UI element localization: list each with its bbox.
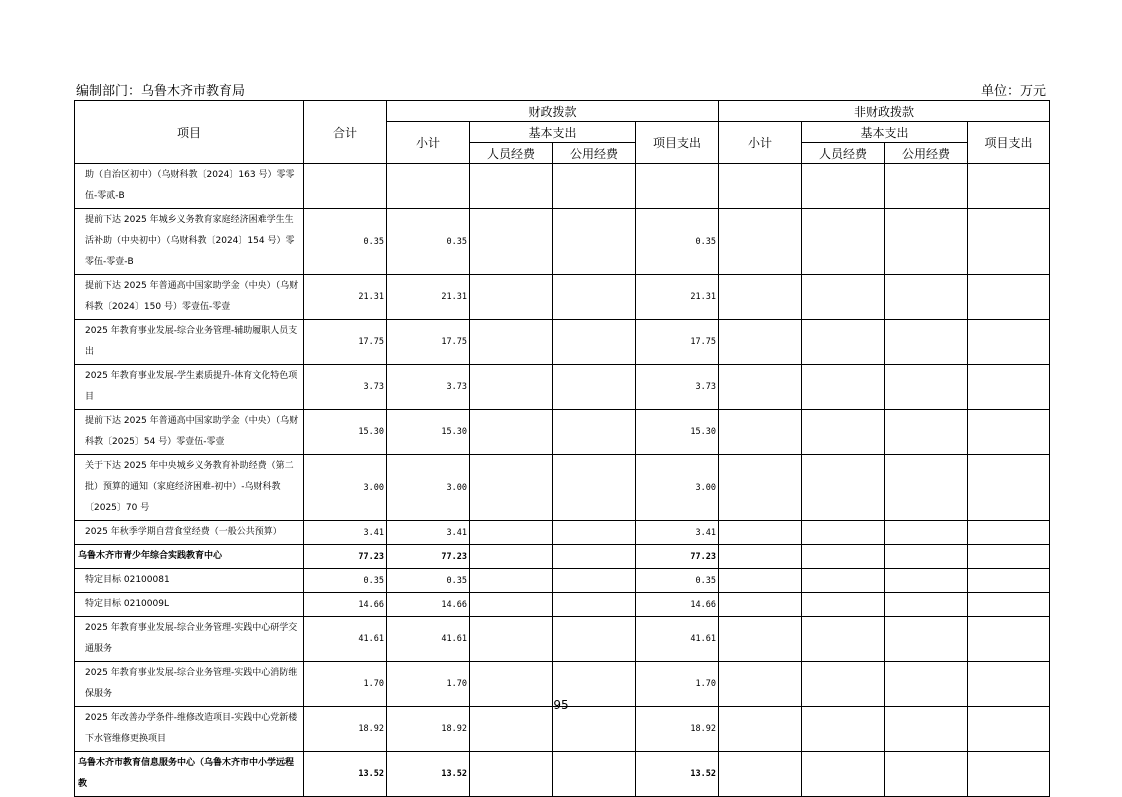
row-fiscal-personnel	[470, 593, 553, 617]
col-fiscal-personnel: 人员经费	[470, 143, 553, 164]
department-label: 编制部门：乌鲁木齐市教育局	[76, 84, 246, 99]
row-nonfiscal-public	[885, 617, 968, 662]
row-fiscal-project: 13.52	[636, 752, 719, 797]
row-fiscal-project: 21.31	[636, 275, 719, 320]
row-nonfiscal-subtotal	[719, 617, 802, 662]
row-fiscal-subtotal: 18.92	[387, 707, 470, 752]
table-row	[75, 593, 1050, 617]
row-total: 0.35	[304, 569, 387, 593]
row-nonfiscal-public	[885, 410, 968, 455]
col-fiscal-subtotal: 小计	[387, 122, 470, 164]
col-nonfiscal-project: 项目支出	[968, 122, 1050, 164]
row-nonfiscal-public	[885, 164, 968, 209]
row-nonfiscal-subtotal	[719, 545, 802, 569]
row-nonfiscal-personnel	[802, 275, 885, 320]
row-fiscal-public	[553, 593, 636, 617]
row-nonfiscal-personnel	[802, 617, 885, 662]
row-fiscal-subtotal: 3.00	[387, 455, 470, 521]
row-fiscal-public	[553, 617, 636, 662]
table-row	[75, 209, 1050, 275]
row-fiscal-public	[553, 320, 636, 365]
row-fiscal-public	[553, 569, 636, 593]
row-fiscal-personnel	[470, 164, 553, 209]
row-fiscal-public	[553, 545, 636, 569]
row-nonfiscal-project	[968, 707, 1050, 752]
row-fiscal-personnel	[470, 275, 553, 320]
row-fiscal-subtotal: 41.61	[387, 617, 470, 662]
row-fiscal-subtotal: 0.35	[387, 569, 470, 593]
table-row	[75, 275, 1050, 320]
row-nonfiscal-project	[968, 164, 1050, 209]
row-total: 18.92	[304, 707, 387, 752]
page-number: 95	[553, 698, 569, 712]
row-fiscal-personnel	[470, 410, 553, 455]
row-fiscal-public	[553, 707, 636, 752]
row-nonfiscal-subtotal	[719, 593, 802, 617]
row-fiscal-subtotal: 77.23	[387, 545, 470, 569]
row-fiscal-public	[553, 410, 636, 455]
row-fiscal-subtotal: 3.73	[387, 365, 470, 410]
row-total: 21.31	[304, 275, 387, 320]
row-nonfiscal-personnel	[802, 410, 885, 455]
row-nonfiscal-project	[968, 455, 1050, 521]
row-nonfiscal-public	[885, 320, 968, 365]
row-label: 提前下达 2025 年城乡义务教育家庭经济困难学生生活补助（中央初中）（乌财科教〔2024〕154 号）零零伍-零壹-B	[75, 209, 304, 275]
row-label: 乌鲁木齐市青少年综合实践教育中心	[75, 545, 304, 569]
row-total: 13.52	[304, 752, 387, 797]
row-fiscal-personnel	[470, 455, 553, 521]
row-nonfiscal-project	[968, 209, 1050, 275]
row-nonfiscal-subtotal	[719, 365, 802, 410]
row-nonfiscal-personnel	[802, 455, 885, 521]
table-row	[75, 752, 1050, 797]
row-nonfiscal-project	[968, 545, 1050, 569]
row-label: 2025 年秋季学期自营食堂经费（一般公共预算）	[75, 521, 304, 545]
row-fiscal-personnel	[470, 365, 553, 410]
row-nonfiscal-personnel	[802, 545, 885, 569]
unit-label: 单位：万元	[980, 84, 1046, 99]
row-nonfiscal-public	[885, 209, 968, 275]
row-total: 3.00	[304, 455, 387, 521]
row-nonfiscal-subtotal	[719, 707, 802, 752]
row-label: 特定目标 0210009L	[75, 593, 304, 617]
row-label: 2025 年教育事业发展-综合业务管理-实践中心消防维保服务	[75, 662, 304, 707]
row-nonfiscal-personnel	[802, 707, 885, 752]
row-fiscal-personnel	[470, 707, 553, 752]
row-nonfiscal-personnel	[802, 521, 885, 545]
row-label: 乌鲁木齐市教育信息服务中心（乌鲁木齐市中小学远程教	[75, 752, 304, 797]
row-total: 14.66	[304, 593, 387, 617]
row-nonfiscal-project	[968, 410, 1050, 455]
col-nonfiscal-public: 公用经费	[885, 143, 968, 164]
table-row	[75, 521, 1050, 545]
row-fiscal-project: 18.92	[636, 707, 719, 752]
row-fiscal-subtotal: 13.52	[387, 752, 470, 797]
row-nonfiscal-project	[968, 752, 1050, 797]
row-nonfiscal-public	[885, 593, 968, 617]
row-label: 2025 年教育事业发展-综合业务管理-辅助履职人员支出	[75, 320, 304, 365]
row-total: 17.75	[304, 320, 387, 365]
row-fiscal-public	[553, 275, 636, 320]
col-non-fiscal: 非财政拨款	[719, 101, 1050, 122]
row-fiscal-public	[553, 455, 636, 521]
row-fiscal-project: 0.35	[636, 569, 719, 593]
col-fiscal-public: 公用经费	[553, 143, 636, 164]
row-label: 助（自治区初中）（乌财科教〔2024〕163 号）零零伍-零贰-B	[75, 164, 304, 209]
row-label: 提前下达 2025 年普通高中国家助学金（中央）（乌财科教〔2025〕54 号）零壹伍-零壹	[75, 410, 304, 455]
row-fiscal-personnel	[470, 209, 553, 275]
row-fiscal-project: 14.66	[636, 593, 719, 617]
row-nonfiscal-personnel	[802, 209, 885, 275]
row-label: 2025 年改善办学条件-维修改造项目-实践中心党新楼下水管维修更换项目	[75, 707, 304, 752]
row-nonfiscal-subtotal	[719, 320, 802, 365]
row-nonfiscal-subtotal	[719, 275, 802, 320]
row-fiscal-project: 41.61	[636, 617, 719, 662]
row-total: 0.35	[304, 209, 387, 275]
col-fiscal-project: 项目支出	[636, 122, 719, 164]
row-total: 41.61	[304, 617, 387, 662]
row-fiscal-subtotal	[387, 164, 470, 209]
table-row	[75, 410, 1050, 455]
row-nonfiscal-public	[885, 521, 968, 545]
row-fiscal-personnel	[470, 320, 553, 365]
row-nonfiscal-project	[968, 617, 1050, 662]
row-fiscal-personnel	[470, 545, 553, 569]
col-total: 合计	[304, 101, 387, 164]
row-label: 提前下达 2025 年普通高中国家助学金（中央）（乌财科教〔2024〕150 号）零壹伍-零壹	[75, 275, 304, 320]
row-fiscal-personnel	[470, 617, 553, 662]
row-fiscal-subtotal: 1.70	[387, 662, 470, 707]
row-total: 15.30	[304, 410, 387, 455]
col-fiscal: 财政拨款	[387, 101, 719, 122]
row-label: 关于下达 2025 年中央城乡义务教育补助经费（第二批）预算的通知（家庭经济困难-初中）-乌财科教〔2025〕70 号	[75, 455, 304, 521]
row-total	[304, 164, 387, 209]
row-total: 3.41	[304, 521, 387, 545]
row-nonfiscal-personnel	[802, 752, 885, 797]
row-nonfiscal-personnel	[802, 569, 885, 593]
row-fiscal-project: 0.35	[636, 209, 719, 275]
row-fiscal-project: 3.00	[636, 455, 719, 521]
row-nonfiscal-public	[885, 752, 968, 797]
row-fiscal-personnel	[470, 569, 553, 593]
row-nonfiscal-public	[885, 707, 968, 752]
row-fiscal-public	[553, 752, 636, 797]
table-row	[75, 569, 1050, 593]
row-fiscal-subtotal: 17.75	[387, 320, 470, 365]
row-nonfiscal-subtotal	[719, 455, 802, 521]
row-fiscal-subtotal: 0.35	[387, 209, 470, 275]
row-fiscal-public	[553, 365, 636, 410]
table-row	[75, 164, 1050, 209]
row-nonfiscal-public	[885, 569, 968, 593]
row-total: 3.73	[304, 365, 387, 410]
row-nonfiscal-subtotal	[719, 209, 802, 275]
row-nonfiscal-project	[968, 365, 1050, 410]
table-row	[75, 365, 1050, 410]
row-nonfiscal-subtotal	[719, 521, 802, 545]
row-label: 特定目标 02100081	[75, 569, 304, 593]
row-fiscal-project: 1.70	[636, 662, 719, 707]
row-total: 77.23	[304, 545, 387, 569]
row-nonfiscal-personnel	[802, 164, 885, 209]
row-fiscal-subtotal: 3.41	[387, 521, 470, 545]
table-row	[75, 617, 1050, 662]
row-nonfiscal-project	[968, 569, 1050, 593]
col-nonfiscal-subtotal: 小计	[719, 122, 802, 164]
row-nonfiscal-subtotal	[719, 569, 802, 593]
row-nonfiscal-personnel	[802, 365, 885, 410]
col-nonfiscal-personnel: 人员经费	[802, 143, 885, 164]
row-fiscal-public	[553, 209, 636, 275]
row-fiscal-subtotal: 21.31	[387, 275, 470, 320]
row-fiscal-public	[553, 164, 636, 209]
row-nonfiscal-project	[968, 275, 1050, 320]
row-nonfiscal-project	[968, 320, 1050, 365]
row-label: 2025 年教育事业发展-学生素质提升-体育文化特色项目	[75, 365, 304, 410]
row-nonfiscal-public	[885, 545, 968, 569]
row-nonfiscal-personnel	[802, 593, 885, 617]
row-fiscal-project: 15.30	[636, 410, 719, 455]
row-nonfiscal-personnel	[802, 320, 885, 365]
row-nonfiscal-public	[885, 275, 968, 320]
row-nonfiscal-subtotal	[719, 164, 802, 209]
table-row	[75, 455, 1050, 521]
row-fiscal-subtotal: 15.30	[387, 410, 470, 455]
row-fiscal-project: 3.41	[636, 521, 719, 545]
row-fiscal-project: 3.73	[636, 365, 719, 410]
col-nonfiscal-basic: 基本支出	[802, 122, 968, 143]
table-row	[75, 707, 1050, 752]
col-fiscal-basic: 基本支出	[470, 122, 636, 143]
row-fiscal-personnel	[470, 752, 553, 797]
row-fiscal-subtotal: 14.66	[387, 593, 470, 617]
row-fiscal-personnel	[470, 521, 553, 545]
row-nonfiscal-project	[968, 593, 1050, 617]
row-nonfiscal-public	[885, 455, 968, 521]
table-row	[75, 545, 1050, 569]
col-item: 项目	[75, 101, 304, 164]
table-row	[75, 320, 1050, 365]
row-fiscal-project	[636, 164, 719, 209]
row-fiscal-project: 77.23	[636, 545, 719, 569]
row-nonfiscal-subtotal	[719, 410, 802, 455]
row-label: 2025 年教育事业发展-综合业务管理-实践中心研学交通服务	[75, 617, 304, 662]
row-nonfiscal-subtotal	[719, 752, 802, 797]
budget-table	[74, 100, 1050, 797]
row-nonfiscal-project	[968, 521, 1050, 545]
row-total: 1.70	[304, 662, 387, 707]
row-fiscal-public	[553, 521, 636, 545]
row-fiscal-project: 17.75	[636, 320, 719, 365]
row-nonfiscal-public	[885, 365, 968, 410]
